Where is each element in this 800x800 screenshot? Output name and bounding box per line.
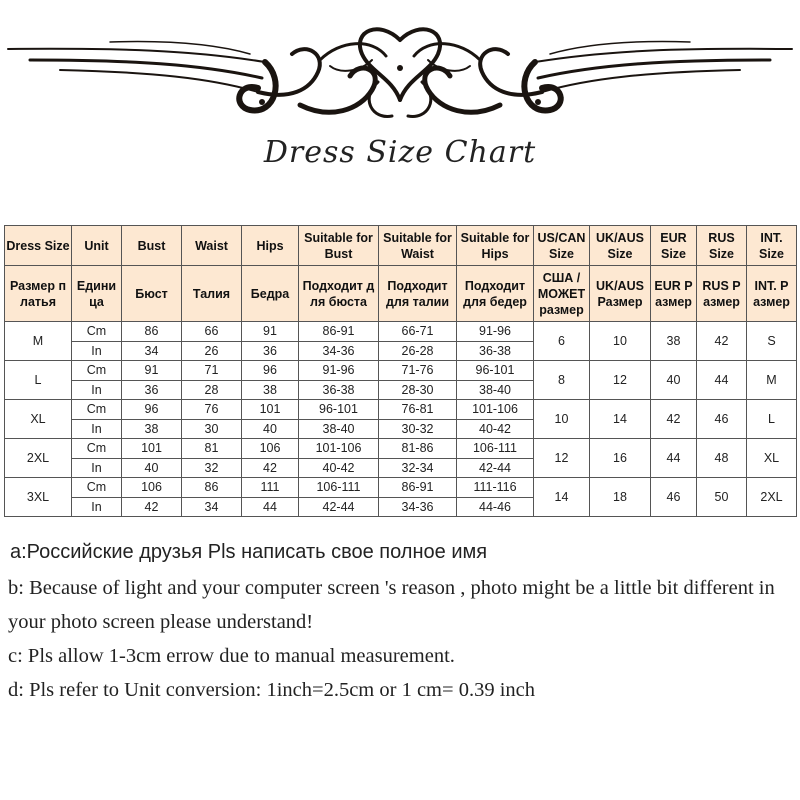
header-cell-en: Suitable for Bust xyxy=(299,226,379,266)
size-cell: XL xyxy=(5,400,72,439)
measurement-cell: In xyxy=(72,380,122,400)
measurement-cell: 101-106 xyxy=(299,439,379,459)
table-row xyxy=(5,361,797,381)
measurement-cell: 101-106 xyxy=(457,400,534,420)
note-b: b: Because of light and your computer screen 's reason , photo might be a little bit different in your photo screen please understand! xyxy=(8,577,775,633)
header-cell-en: Waist xyxy=(182,226,242,266)
measurement-cell: 44 xyxy=(242,497,299,517)
header-cell-ru: INT. P азмер xyxy=(747,266,797,322)
measurement-cell: 106-111 xyxy=(299,478,379,498)
size-conversion-cell: 10 xyxy=(534,400,590,439)
measurement-cell: 28-30 xyxy=(379,380,457,400)
measurement-cell: Cm xyxy=(72,400,122,420)
measurement-cell: 36 xyxy=(242,341,299,361)
note-c: c: Pls allow 1-3cm errow due to manual measurement. xyxy=(8,645,455,667)
measurement-cell: 81 xyxy=(182,439,242,459)
header-cell-ru: RUS P азмер xyxy=(697,266,747,322)
measurement-cell: 111 xyxy=(242,478,299,498)
size-conversion-cell: 2XL xyxy=(747,478,797,517)
header-cell-ru: EUR P азмер xyxy=(651,266,697,322)
size-cell: 2XL xyxy=(5,439,72,478)
measurement-cell: 106 xyxy=(122,478,182,498)
measurement-cell: 40 xyxy=(242,419,299,439)
measurement-cell: 91 xyxy=(122,361,182,381)
size-conversion-cell: 46 xyxy=(651,478,697,517)
size-cell: M xyxy=(5,322,72,361)
size-table-body xyxy=(5,226,797,517)
measurement-cell: 32-34 xyxy=(379,458,457,478)
table-row xyxy=(5,322,797,342)
size-conversion-cell: 6 xyxy=(534,322,590,361)
size-conversion-cell: 38 xyxy=(651,322,697,361)
notes-section xyxy=(0,535,800,707)
size-conversion-cell: 18 xyxy=(590,478,651,517)
measurement-cell: Cm xyxy=(72,478,122,498)
measurement-cell: Cm xyxy=(72,439,122,459)
measurement-cell: 36-38 xyxy=(299,380,379,400)
page-title: Dress Size Chart xyxy=(263,135,537,170)
measurement-cell: 26-28 xyxy=(379,341,457,361)
measurement-cell: 42-44 xyxy=(457,458,534,478)
header-cell-en: US/CAN Size xyxy=(534,226,590,266)
size-conversion-cell: 8 xyxy=(534,361,590,400)
size-conversion-cell: 50 xyxy=(697,478,747,517)
size-conversion-cell: 10 xyxy=(590,322,651,361)
measurement-cell: 71-76 xyxy=(379,361,457,381)
header-cell-en: INT. Size xyxy=(747,226,797,266)
measurement-cell: In xyxy=(72,341,122,361)
measurement-cell: 96 xyxy=(242,361,299,381)
measurement-cell: 38 xyxy=(122,419,182,439)
size-chart-table xyxy=(4,225,797,517)
measurement-cell: 91 xyxy=(242,322,299,342)
size-conversion-cell: 40 xyxy=(651,361,697,400)
header-cell-en: EUR Size xyxy=(651,226,697,266)
measurement-cell: 40-42 xyxy=(457,419,534,439)
measurement-cell: 91-96 xyxy=(457,322,534,342)
measurement-cell: Cm xyxy=(72,361,122,381)
size-conversion-cell: 44 xyxy=(697,361,747,400)
measurement-cell: 34 xyxy=(182,497,242,517)
size-conversion-cell: 42 xyxy=(697,322,747,361)
measurement-cell: 40-42 xyxy=(299,458,379,478)
measurement-cell: 101 xyxy=(122,439,182,459)
header-cell-ru: Подходит для талии xyxy=(379,266,457,322)
measurement-cell: In xyxy=(72,419,122,439)
measurement-cell: 86 xyxy=(122,322,182,342)
measurement-cell: 106-111 xyxy=(457,439,534,459)
measurement-cell: 42 xyxy=(122,497,182,517)
measurement-cell: 26 xyxy=(182,341,242,361)
size-conversion-cell: 16 xyxy=(590,439,651,478)
header-cell-ru: Размер п латья xyxy=(5,266,72,322)
measurement-cell: 30 xyxy=(182,419,242,439)
measurement-cell: 42 xyxy=(242,458,299,478)
measurement-cell: 66 xyxy=(182,322,242,342)
table-row xyxy=(5,439,797,459)
table-row xyxy=(5,400,797,420)
measurement-cell: 28 xyxy=(182,380,242,400)
header-cell-ru: Едини ца xyxy=(72,266,122,322)
header-cell-en: RUS Size xyxy=(697,226,747,266)
measurement-cell: 36-38 xyxy=(457,341,534,361)
measurement-cell: 66-71 xyxy=(379,322,457,342)
measurement-cell: 36 xyxy=(122,380,182,400)
table-header-row-english xyxy=(5,226,797,266)
size-conversion-cell: 46 xyxy=(697,400,747,439)
decorative-flourish-ornament xyxy=(0,20,800,130)
size-conversion-cell: S xyxy=(747,322,797,361)
size-conversion-cell: M xyxy=(747,361,797,400)
header-cell-ru: Бедра xyxy=(242,266,299,322)
measurement-cell: 101 xyxy=(242,400,299,420)
measurement-cell: 91-96 xyxy=(299,361,379,381)
measurement-cell: 96 xyxy=(122,400,182,420)
measurement-cell: 42-44 xyxy=(299,497,379,517)
note-d: d: Pls refer to Unit conversion: 1inch=2.5cm or 1 cm= 0.39 inch xyxy=(8,679,535,701)
header-cell-ru: Подходит для бедер xyxy=(457,266,534,322)
header-cell-en: Suitable for Waist xyxy=(379,226,457,266)
header-cell-ru: США / МОЖЕТ размер xyxy=(534,266,590,322)
measurement-cell: 71 xyxy=(182,361,242,381)
measurement-cell: 34-36 xyxy=(379,497,457,517)
measurement-cell: 111-116 xyxy=(457,478,534,498)
size-cell: L xyxy=(5,361,72,400)
header-cell-ru: Подходит д ля бюста xyxy=(299,266,379,322)
measurement-cell: 38 xyxy=(242,380,299,400)
measurement-cell: 96-101 xyxy=(299,400,379,420)
size-cell: 3XL xyxy=(5,478,72,517)
size-conversion-cell: 12 xyxy=(534,439,590,478)
measurement-cell: 34 xyxy=(122,341,182,361)
header-cell-ru: Талия xyxy=(182,266,242,322)
header-cell-en: Unit xyxy=(72,226,122,266)
measurement-cell: 32 xyxy=(182,458,242,478)
header-cell-en: Bust xyxy=(122,226,182,266)
measurement-cell: 30-32 xyxy=(379,419,457,439)
measurement-cell: 38-40 xyxy=(457,380,534,400)
measurement-cell: 86-91 xyxy=(379,478,457,498)
measurement-cell: In xyxy=(72,497,122,517)
header-cell-en: UK/AUS Size xyxy=(590,226,651,266)
header-cell-ru: Бюст xyxy=(122,266,182,322)
note-a: a:Российские друзья Pls написать свое полное имя xyxy=(10,541,488,563)
measurement-cell: 76 xyxy=(182,400,242,420)
size-conversion-cell: 12 xyxy=(590,361,651,400)
size-conversion-cell: 14 xyxy=(534,478,590,517)
measurement-cell: 96-101 xyxy=(457,361,534,381)
measurement-cell: 38-40 xyxy=(299,419,379,439)
header-cell-en: Dress Size xyxy=(5,226,72,266)
measurement-cell: 44-46 xyxy=(457,497,534,517)
header-cell-ru: UK/AUS Размер xyxy=(590,266,651,322)
measurement-cell: 86 xyxy=(182,478,242,498)
measurement-cell: 106 xyxy=(242,439,299,459)
header-cell-en: Suitable for Hips xyxy=(457,226,534,266)
measurement-cell: 86-91 xyxy=(299,322,379,342)
measurement-cell: Cm xyxy=(72,322,122,342)
size-conversion-cell: L xyxy=(747,400,797,439)
size-conversion-cell: 14 xyxy=(590,400,651,439)
measurement-cell: 34-36 xyxy=(299,341,379,361)
size-conversion-cell: 44 xyxy=(651,439,697,478)
measurement-cell: 40 xyxy=(122,458,182,478)
size-conversion-cell: 48 xyxy=(697,439,747,478)
size-conversion-cell: 42 xyxy=(651,400,697,439)
header-cell-en: Hips xyxy=(242,226,299,266)
size-conversion-cell: XL xyxy=(747,439,797,478)
table-row xyxy=(5,478,797,498)
table-header-row-russian xyxy=(5,266,797,322)
measurement-cell: 76-81 xyxy=(379,400,457,420)
measurement-cell: In xyxy=(72,458,122,478)
measurement-cell: 81-86 xyxy=(379,439,457,459)
